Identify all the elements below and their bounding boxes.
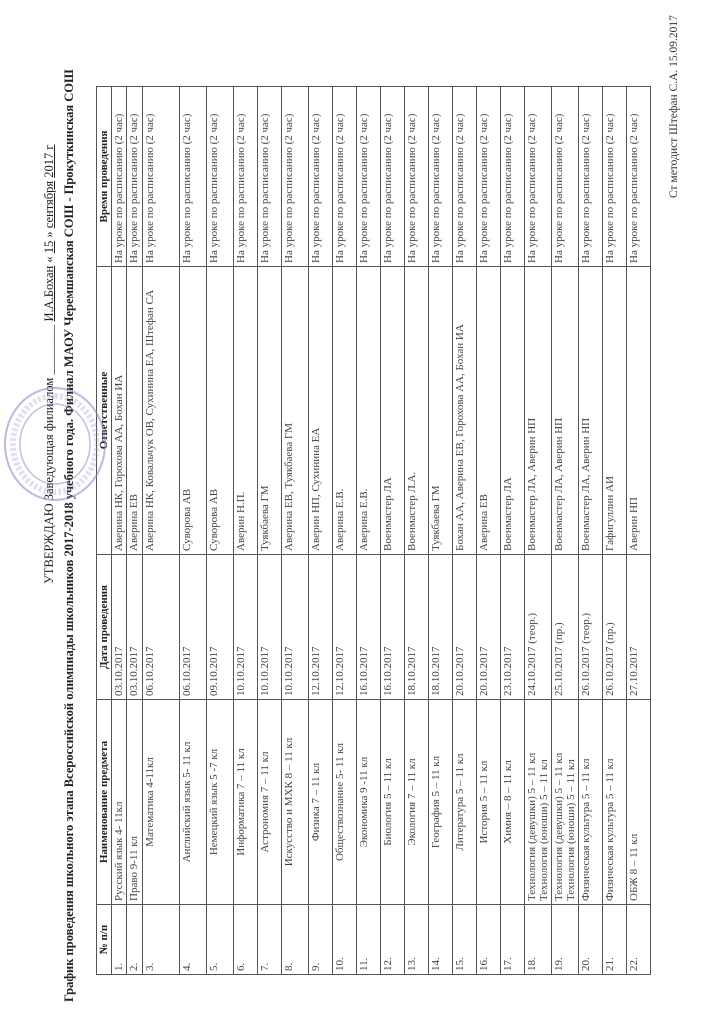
responsible-persons: Аверина ЕВ (477, 267, 501, 555)
responsible-persons: Военмастер ЛА (501, 267, 525, 555)
subject-name: География 5 – 11 кл (429, 700, 453, 905)
table-row (127, 87, 143, 975)
table-row (143, 87, 180, 975)
subject-name: Обществознание 5- 11 кл (333, 700, 357, 905)
event-date: 10.10.2017 (234, 555, 258, 700)
header-responsible: Ответственные (97, 267, 112, 555)
responsible-persons: Аверин НП, Сухинина ЕА (309, 267, 333, 555)
responsible-persons: Военмастер ЛА, Аверин НП (525, 267, 552, 555)
table-row (381, 87, 405, 975)
row-number: 17. (501, 905, 525, 975)
quote-close: » (42, 231, 56, 238)
table-row (258, 87, 282, 975)
row-number: 3. (143, 905, 180, 975)
subject-name: Физическая культура 5 – 11 кл (579, 700, 603, 905)
responsible-persons: Туякбаева ГМ (258, 267, 282, 555)
row-number: 18. (525, 905, 552, 975)
row-number: 15. (453, 905, 477, 975)
row-number: 12. (381, 905, 405, 975)
event-date: 20.10.2017 (453, 555, 477, 700)
subject-name: Биология 5 – 11 кл (381, 700, 405, 905)
table-row (453, 87, 477, 975)
event-time: На уроке по расписанию (2 час) (453, 87, 477, 267)
row-number: 20. (579, 905, 603, 975)
event-time: На уроке по расписанию (2 час) (309, 87, 333, 267)
approver-name: И.А.Бохан (42, 265, 56, 322)
subject-name: Литература 5 – 11 кл (453, 700, 477, 905)
responsible-persons: Суворова АВ (207, 267, 234, 555)
event-date: 06.10.2017 (180, 555, 207, 700)
row-number: 22. (627, 905, 651, 975)
subject-name: Экономика 9 -11 кл (357, 700, 381, 905)
event-date: 03.10.2017 (127, 555, 143, 700)
event-date: 25.10.2017 (пр.) (552, 555, 579, 700)
table-row (405, 87, 429, 975)
responsible-persons: Аверина НК, Горохова АА, Бохан ИА (112, 267, 127, 555)
event-time: На уроке по расписанию (2 час) (429, 87, 453, 267)
subject-name: Право 9-11 кл (127, 700, 143, 905)
approval-day: 15 (42, 240, 56, 254)
table-row (477, 87, 501, 975)
subject-name: Русский язык 4- 11кл (112, 700, 127, 905)
responsible-persons: Бохан АА, Аверина ЕВ, Горохова АА, Бохан ИА (453, 267, 477, 555)
event-time: На уроке по расписанию (2 час) (143, 87, 180, 267)
event-date: 10.10.2017 (258, 555, 282, 700)
table-row (234, 87, 258, 975)
event-time: На уроке по расписанию (2 час) (501, 87, 525, 267)
event-date: 18.10.2017 (405, 555, 429, 700)
subject-name: Химия – 8 – 11 кл (501, 700, 525, 905)
responsible-persons: Аверина ЕВ (127, 267, 143, 555)
row-number: 13. (405, 905, 429, 975)
document-title: График проведения школьного этапа Всероссийской олимпиады школьников 2017-2018 учебного года. Филиал МАОУ Черемшанская СОШ - Прокуткинская СОШ (62, 69, 76, 1002)
event-date: 24.10.2017 (теор.) (525, 555, 552, 700)
row-number: 16. (477, 905, 501, 975)
row-number: 7. (258, 905, 282, 975)
event-time: На уроке по расписанию (2 час) (357, 87, 381, 267)
event-date: 03.10.2017 (112, 555, 127, 700)
event-time: На уроке по расписанию (2 час) (207, 87, 234, 267)
responsible-persons: Аверина Е.В. (357, 267, 381, 555)
signature-line: ________ (42, 324, 56, 375)
row-number: 11. (357, 905, 381, 975)
responsible-persons: Аверин Н.П. (234, 267, 258, 555)
subject-name: Немецкий язык 5 -7 кл (207, 700, 234, 905)
approval-line (42, 34, 57, 584)
schedule-table (96, 86, 651, 975)
event-date: 23.10.2017 (501, 555, 525, 700)
responsible-persons: Военмастер ЛА, Аверин НП (579, 267, 603, 555)
subject-name: ОБЖ 8 – 11 кл (627, 700, 651, 905)
event-time: На уроке по расписанию (2 час) (180, 87, 207, 267)
event-time: На уроке по расписанию (2 час) (282, 87, 309, 267)
table-row (552, 87, 579, 975)
approval-month: сентября (42, 180, 56, 229)
footer-signature: Ст методист Штефан С.А. 15.09.2017 (668, 15, 680, 198)
row-number: 5. (207, 905, 234, 975)
table-row (501, 87, 525, 975)
event-time: На уроке по расписанию (2 час) (381, 87, 405, 267)
event-date: 16.10.2017 (357, 555, 381, 700)
subject-name: Технология (девушки) 5 – 11 кл Технология (юноши) 5 – 11 кл (552, 700, 579, 905)
row-number: 14. (429, 905, 453, 975)
table-row (180, 87, 207, 975)
header-num: № п/п (97, 905, 112, 975)
event-time: На уроке по расписанию (2 час) (333, 87, 357, 267)
event-date: 10.10.2017 (282, 555, 309, 700)
event-date: 20.10.2017 (477, 555, 501, 700)
table-row (627, 87, 651, 975)
row-number: 8. (282, 905, 309, 975)
subject-name: Физическая культура 5 – 11 кл (603, 700, 627, 905)
event-time: На уроке по расписанию (2 час) (552, 87, 579, 267)
event-date: 26.10.2017 (пр.) (603, 555, 627, 700)
quote-open: « (42, 256, 56, 263)
responsible-persons: Аверина Е.В. (333, 267, 357, 555)
row-number: 9. (309, 905, 333, 975)
subject-name: История 5 – 11 кл (477, 700, 501, 905)
responsible-persons: Военмастер ЛА, Аверин НП (552, 267, 579, 555)
event-time: На уроке по расписанию (2 час) (525, 87, 552, 267)
row-number: 1. (112, 905, 127, 975)
subject-name: Английский язык 5- 11 кл (180, 700, 207, 905)
event-date: 12.10.2017 (309, 555, 333, 700)
responsible-persons: Суворова АВ (180, 267, 207, 555)
event-time: На уроке по расписанию (2 час) (405, 87, 429, 267)
row-number: 21. (603, 905, 627, 975)
event-date: 12.10.2017 (333, 555, 357, 700)
table-row (333, 87, 357, 975)
table-row (357, 87, 381, 975)
subject-name: Физика 7 – 11 кл (309, 700, 333, 905)
event-time: На уроке по расписанию (2 час) (579, 87, 603, 267)
subject-name: Астрономия 7 – 11 кл (258, 700, 282, 905)
table-row (207, 87, 234, 975)
event-time: На уроке по расписанию (2 час) (258, 87, 282, 267)
event-time: На уроке по расписанию (2 час) (127, 87, 143, 267)
table-row (603, 87, 627, 975)
event-date: 09.10.2017 (207, 555, 234, 700)
responsible-persons: Военмастер ЛА (381, 267, 405, 555)
table-row (429, 87, 453, 975)
row-number: 19. (552, 905, 579, 975)
header-subject: Наименование предмета (97, 700, 112, 905)
responsible-persons: Туякбаева ГМ (429, 267, 453, 555)
header-time: Время проведения (97, 87, 112, 267)
approval-prefix: УТВЕРЖДАЮ Заведующая филиалом (42, 377, 56, 584)
event-time: На уроке по расписанию (2 час) (112, 87, 127, 267)
responsible-persons: Аверина НК, Ковальчук ОВ, Сухинина ЕА, Штефан СА (143, 267, 180, 555)
table-row (579, 87, 603, 975)
row-number: 6. (234, 905, 258, 975)
event-date: 26.10.2017 (теор.) (579, 555, 603, 700)
event-time: На уроке по расписанию (2 час) (603, 87, 627, 267)
header-date: Дата проведения (97, 555, 112, 700)
table-row (309, 87, 333, 975)
subject-name: Искусство и МХК 8 – 11 кл (282, 700, 309, 905)
responsible-persons: Гафигуллин АИ (603, 267, 627, 555)
event-time: На уроке по расписанию (2 час) (477, 87, 501, 267)
event-date: 06.10.2017 (143, 555, 180, 700)
subject-name: Технология (девушки) 5 – 11 кл Технология (юноши) 5 – 11 кл (525, 700, 552, 905)
table-row (112, 87, 127, 975)
approval-year: 2017 г (42, 144, 56, 178)
table-row (525, 87, 552, 975)
subject-name: Информатика 7 – 11 кл (234, 700, 258, 905)
event-time: На уроке по расписанию (2 час) (234, 87, 258, 267)
responsible-persons: Военмастер Л.А. (405, 267, 429, 555)
row-number: 2. (127, 905, 143, 975)
table-row (282, 87, 309, 975)
table-header-row (97, 87, 112, 975)
responsible-persons: Аверина ЕВ, Туякбаева ГМ (282, 267, 309, 555)
table-body (112, 87, 651, 975)
event-date: 27.10.2017 (627, 555, 651, 700)
row-number: 10. (333, 905, 357, 975)
responsible-persons: Аверин НП (627, 267, 651, 555)
event-date: 16.10.2017 (381, 555, 405, 700)
event-date: 18.10.2017 (429, 555, 453, 700)
subject-name: Математика 4-11кл (143, 700, 180, 905)
subject-name: Экология 7 – 11 кл (405, 700, 429, 905)
row-number: 4. (180, 905, 207, 975)
event-time: На уроке по расписанию (2 час) (627, 87, 651, 267)
